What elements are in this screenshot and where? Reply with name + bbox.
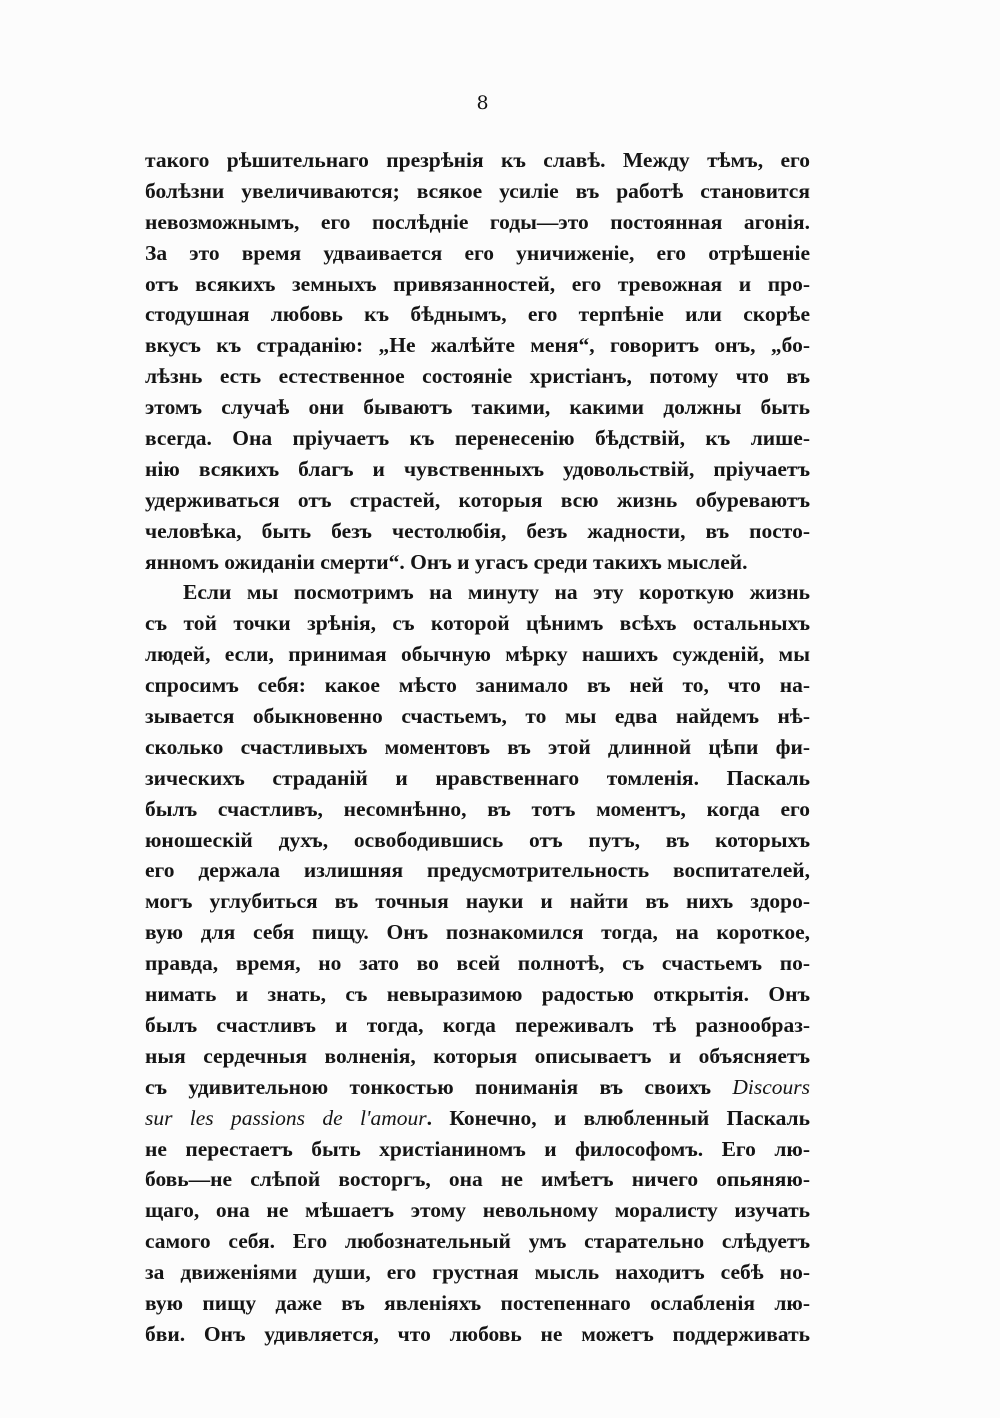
text-line: вую для себя пищу. Онъ познакомился тогда, на короткое, [145,920,810,945]
text-line: янномъ ожиданіи смерти“. Онъ и угасъ среди такихъ мыслей. [145,549,748,574]
page-number: 8 [476,92,489,114]
text-line: бви. Онъ удивляется, что любовь не можетъ поддерживать [145,1321,810,1346]
text-line: спросимъ себя: какое мѣсто занимало въ ней то, что на- [145,673,810,698]
text-line-part: съ удивительною тонкостью пониманія въ своихъ [145,1074,712,1099]
text-line: ныя сердечныя волненія, которыя описываетъ и объясняетъ [145,1043,810,1068]
text-line: могъ углубиться въ точныя науки и найти въ нихъ здоро- [145,889,810,914]
text-line: нію всякихъ благъ и чувственныхъ удовольствій, пріучаетъ [145,456,810,481]
text-line: не перестаетъ быть христіаниномъ и философомъ. Его лю- [145,1136,810,1161]
italic-title: sur les passions de l'amour [145,1105,427,1130]
text-line: Если мы посмотримъ на минуту на эту короткую жизнь [183,580,810,605]
text-line: зывается обыкновенно счастьемъ, то мы едва найдемъ нѣ- [145,704,810,729]
text-line: всегда. Она пріучаетъ къ перенесенію бѣдствій, къ лише- [145,426,810,451]
text-line: за движеніями души, его грустная мысль находитъ себѣ но- [145,1260,810,1285]
text-line: былъ счастливъ и тогда, когда переживалъ тѣ разнообраз- [145,1012,810,1037]
text-line-with-title [145,1072,810,1103]
text-line: самого себя. Его любознательный умъ старательно слѣдуетъ [145,1229,810,1254]
text-line: За это время удваивается его уничиженіе, его отрѣшеніе [145,240,810,265]
text-line: юношескій духъ, освободившись отъ путъ, въ которыхъ [145,827,810,852]
text-line: такого рѣшительнаго презрѣнія къ славѣ. Между тѣмъ, его [145,148,810,172]
text-line: бовь—не слѣпой восторгъ, она не имѣетъ ничего опьяняю- [145,1167,810,1192]
text-line: вкусъ къ страданію: „Не жалѣйте меня“, говоритъ онъ, „бо- [145,333,810,358]
page-body-text [145,145,810,1350]
text-line: людей, если, принимая обычную мѣрку нашихъ сужденій, мы [145,642,810,667]
text-line: правда, время, но зато во всей полнотѣ, съ счастьемъ по- [145,951,810,976]
text-line: сколько счастливыхъ моментовъ въ этой длинной цѣпи фи- [145,734,810,759]
text-line: былъ счастливъ, несомнѣнно, въ тотъ моментъ, когда его [145,796,810,821]
text-line: человѣка, быть безъ честолюбія, безъ жадности, въ посто- [145,518,810,543]
text-line: стодушная любовь къ бѣднымъ, его терпѣніе или скорѣе [145,302,810,327]
text-line: зическихъ страданій и нравственнаго томленія. Паскаль [145,765,810,790]
text-line-with-title [145,1103,810,1134]
text-line: вую пищу даже въ явленіяхъ постепеннаго ослабленія лю- [145,1290,810,1315]
text-line: щаго, она не мѣшаетъ этому невольному моралисту изучать [145,1198,810,1223]
text-line-part: . Конечно, и влюбленный Паскаль [426,1105,810,1130]
italic-title: Discours [732,1074,810,1099]
text-line: этомъ случаѣ они бываютъ такими, какими должны быть [145,395,810,420]
text-line: съ той точки зрѣнія, съ которой цѣнимъ всѣхъ остальныхъ [145,611,810,636]
text-line: отъ всякихъ земныхъ привязанностей, его тревожная и про- [145,271,810,296]
text-line: лѣзнь есть естественное состояніе христіанъ, потому что въ [145,364,810,389]
text-line: удерживаться отъ страстей, которыя всю жизнь обуреваютъ [145,487,810,512]
text-line: невозможнымъ, его послѣдніе годы—это постоянная агонія. [145,209,810,234]
text-line: болѣзни увеличиваются; всякое усиліе въ работѣ становится [145,178,810,203]
text-line: нимать и знать, съ невыразимою радостью открытія. Онъ [145,982,810,1007]
text-line: его держала излишняя предусмотрительность воспитателей, [145,858,810,883]
